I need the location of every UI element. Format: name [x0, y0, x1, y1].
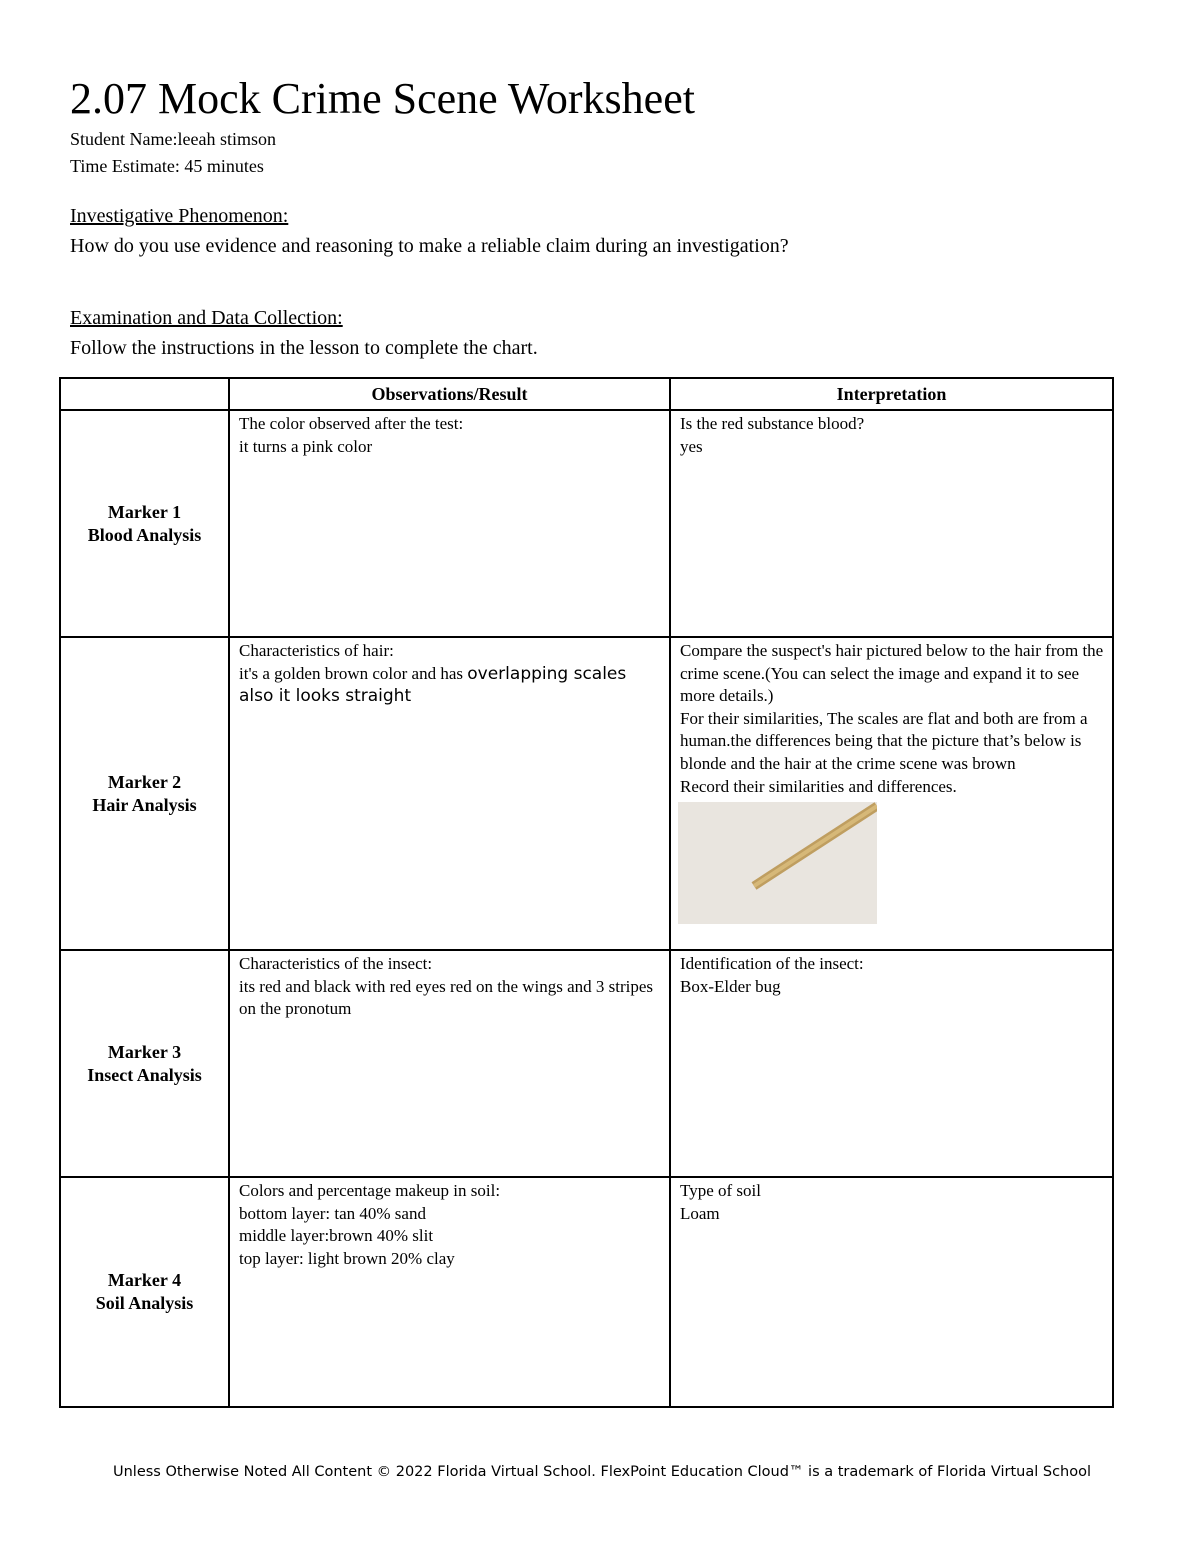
marker-number: Marker 1 [107, 501, 182, 522]
observation-prompt: Colors and percentage makeup in soil: [239, 1181, 501, 1200]
interpretation-answer: Loam [680, 1203, 720, 1223]
data-collection-table [59, 377, 1114, 1408]
interpretation-answer: yes [680, 436, 703, 456]
observation-prompt: The color observed after the test: [239, 414, 464, 433]
soil-bottom-layer: bottom layer: tan 40% sand [239, 1203, 426, 1223]
header-observations: Observations/Result [229, 378, 670, 410]
table-row [60, 950, 1113, 1177]
table-row [60, 410, 1113, 637]
observation-answer: its red and black with red eyes red on the wings and 3 stripes on the pronotum [239, 976, 654, 1019]
observation-cell [229, 950, 670, 1177]
interpretation-prompt: Identification of the insect: [680, 954, 864, 973]
observation-prompt: Characteristics of the insect: [239, 954, 433, 973]
soil-top-layer: top layer: light brown 20% clay [239, 1248, 455, 1268]
interpretation-prompt: Type of soil [680, 1181, 761, 1200]
interpretation-cell [670, 410, 1113, 637]
observation-cell [229, 637, 670, 950]
interpretation-answer: For their similarities, The scales are flat and both are from a human.the differences being that the picture that’s below is blonde and the hair at the crime scene was brown [680, 708, 1088, 773]
page-title: 2.07 Mock Crime Scene Worksheet [70, 74, 695, 123]
interpretation-cell [670, 637, 1113, 950]
marker-number: Marker 4 [107, 1270, 182, 1290]
interpretation-cell [670, 950, 1113, 1177]
marker-number: Marker 3 [107, 1041, 182, 1062]
observation-answer-part-1: it's a golden brown color and has [239, 663, 468, 683]
marker-label-cell [60, 950, 229, 1177]
footer-copyright: Unless Otherwise Noted All Content © 2022 Florida Virtual School. FlexPoint Education Cloud™ is a trademark of Florida Virtual School [113, 1464, 1092, 1480]
suspect-hair-image[interactable] [678, 802, 877, 924]
examination-instruction: Follow the instructions in the lesson to complete the chart. [70, 337, 538, 359]
marker-label-cell [60, 410, 229, 637]
table-row [60, 637, 1113, 950]
header-marker [60, 378, 229, 410]
student-name: Student Name:leeah stimson [70, 129, 276, 149]
table-row [60, 1177, 1113, 1407]
examination-heading: Examination and Data Collection: [70, 307, 343, 329]
marker-number: Marker 2 [107, 771, 182, 792]
interpretation-instruction: Record their similarities and differences. [680, 776, 957, 796]
interpretation-cell [670, 1177, 1113, 1407]
observation-prompt: Characteristics of hair: [239, 641, 394, 660]
table-header-row [60, 378, 1113, 410]
marker-analysis: Hair Analysis [92, 794, 197, 815]
interpretation-prompt: Is the red substance blood? [680, 414, 865, 433]
hair-strand-illustration [678, 802, 877, 924]
marker-analysis: Blood Analysis [87, 524, 202, 545]
observation-answer [239, 663, 661, 708]
observation-answer-part-2: overlapping scales also it looks straight [239, 663, 627, 707]
observation-cell [229, 410, 670, 637]
investigative-heading: Investigative Phenomenon: [70, 205, 289, 227]
marker-analysis: Insect Analysis [87, 1064, 202, 1085]
observation-answer: it turns a pink color [239, 436, 373, 456]
marker-label-cell [60, 637, 229, 950]
investigative-question: How do you use evidence and reasoning to make a reliable claim during an investigation? [70, 235, 789, 257]
marker-analysis: Soil Analysis [95, 1293, 194, 1313]
header-interpretation: Interpretation [670, 378, 1113, 410]
interpretation-answer: Box-Elder bug [680, 976, 781, 996]
marker-label-cell [60, 1177, 229, 1407]
interpretation-prompt: Compare the suspect's hair pictured below to the hair from the crime scene.(You can select the image and expand it to see more details.) [680, 641, 1104, 706]
soil-middle-layer: middle layer:brown 40% slit [239, 1226, 434, 1246]
observation-cell [229, 1177, 670, 1407]
time-estimate: Time Estimate: 45 minutes [70, 156, 264, 176]
